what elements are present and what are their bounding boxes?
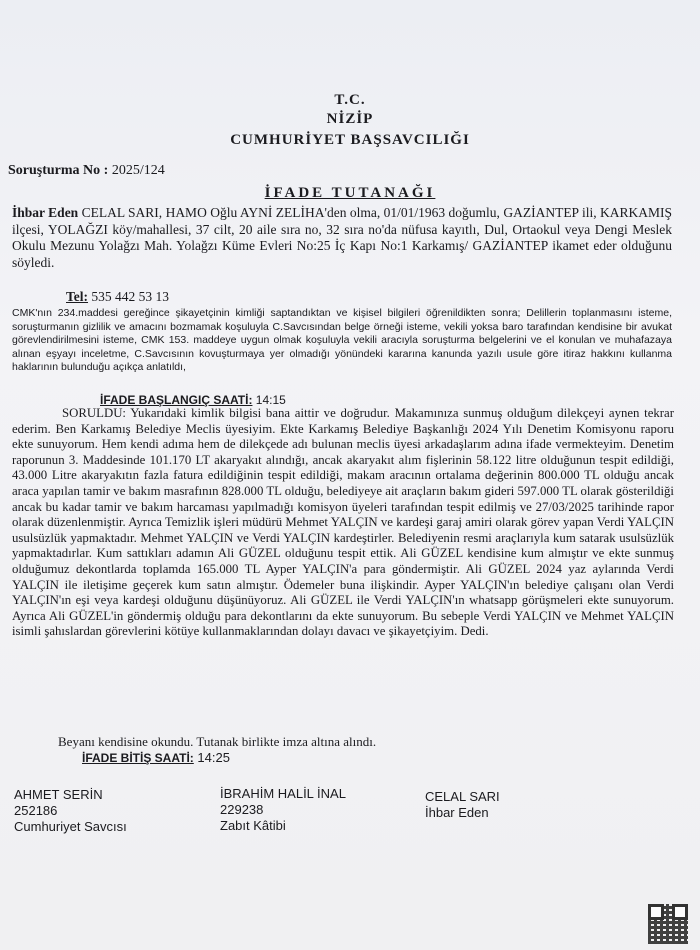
start-time — [100, 393, 286, 407]
signature-role: Cumhuriyet Savcısı — [14, 819, 127, 834]
signature-role: Zabıt Kâtibi — [220, 818, 286, 833]
investigation-number-value: 2025/124 — [111, 163, 165, 178]
header-city: NİZİP — [326, 111, 374, 127]
end-time-value: 14:25 — [197, 750, 230, 765]
end-time — [82, 750, 230, 765]
signature-clerk — [220, 786, 346, 834]
signature-role: İhbar Eden — [425, 805, 489, 820]
complainant-label: İhbar Eden — [12, 205, 79, 220]
signature-name: İBRAHİM HALİL İNAL — [220, 786, 346, 801]
statement-body — [12, 406, 674, 640]
document-title: İFADE TUTANAĞI — [264, 185, 436, 201]
signature-number: 252186 — [14, 803, 58, 818]
signature-number: 229238 — [220, 802, 264, 817]
investigation-number — [8, 163, 165, 179]
statement-text: SORULDU: Yukarıdaki kimlik bilgisi bana aittir ve doğrudur. Makamınıza sunmuş olduğum dilekçeyi aynen tekrar ederim. Ben Karkamış Belediye Meclis üyesiyim. Ekte Karkamış Belediye Başkanlığı 2024 Yılı Denetim Komisyonu raporu ekte sunuyorum. Hem kendi adıma hem de dilekçede adı bulunan meclis üyesi arkadaşlarım adına ifade vermekteyim. Denetim raporunun 3. Maddesinde 101.170 LT akaryakıt alındığı, ancak akaryakıt alım fişlerinin 58.122 litre olduğunun tespit edildiği, 43.000 Litre akaryakıtın fazla fatura edildiğinin tespit edildiği, makam aracının ortalama değerinin 800.000 TL olduğu ancak araca yapılan tamir ve bakım masrafının 828.000 TL olduğu, belediyeye ait araçların bakım gideri 597.000 TL olarak gösterildiği ancak bu kadar tamir ve bakım harcaması yapılmadığı komisyon üyeleri tarafından tespit edilmiş ve 27/03/2025 tarihinde rapor olarak düzenlenmiştir. Ayrıca Temizlik işleri müdürü Mehmet YALÇIN ve kardeşi garaj amiri olarak görev yapan Verdi YALÇIN usulsüzlük yapmaktadır. Mehmet YALÇIN ve Verdi YALÇIN kardeştirler. Belediyenin resmi araçlarıyla kum satarak usulsüzlük yapmaktadırlar. Kum sattıkları adamın Ali GÜZEL olduğunu tespit ettik. Ali GÜZEL kendisine kum almıştır ve ekte sunmuş olduğumuz dekontlarda toplamda 165.000 TL Ayper YALÇIN'a para göndermiştir. Ali GÜZEL 2024 yaz aylarında Verdi YALÇIN ile iletişime geçerek kum satın almıştır. Ödemeler buna ilişkindir. Ayper YALÇIN'ın belediye çalışanı olan Verdi YALÇIN'ın eşi veya kardeşi olduğunu düşünüyoruz. Ali GÜZEL ile Verdi YALÇIN'ın whatsapp görüşmeleri ekte sunuyorum. Ayrıca Ali GÜZEL'in göndermiş olduğu para dekontlarını da ekte sunuyorum. Bu sebeple Verdi YALÇIN ve Mehmet YALÇIN isimli şahıslardan görevlerini kötüye kullanmaklarından dolayı davacı ve şikayetçiyim. Dedi. — [12, 406, 674, 639]
phone-label: Tel: — [66, 289, 89, 304]
complainant-details: CELAL SARI, HAMO Oğlu AYNİ ZELİHA'den olma, 01/01/1963 doğumlu, GAZİANTEP ili, KARKAMIŞ ilçesi, YOLAĞZI köy/mahallesi, 37 cilt, 20 aile sıra no, 32 sıra no'da nüfusa kayıtlı, Dul, Ortaokul veya Dengi Meslek Okulu Mezunu Yolağzı Mah. Yolağzı Küme Evleri No:25 İç Kapı No:1 Karkamış/ GAZİANTEP ikamet eder olduğunu söyledi. — [12, 205, 673, 270]
signature-complainant — [425, 789, 500, 821]
signature-name: CELAL SARI — [425, 789, 500, 804]
complainant-identity — [12, 205, 672, 271]
signature-name: AHMET SERİN — [14, 787, 103, 802]
investigation-number-label: Soruşturma No : — [8, 163, 109, 178]
end-time-label: İFADE BİTİŞ SAATİ: — [82, 751, 194, 765]
header-office: CUMHURİYET BAŞSAVCILIĞI — [230, 132, 470, 148]
start-time-label: İFADE BAŞLANGIÇ SAATİ: — [100, 393, 253, 407]
signature-prosecutor — [14, 787, 127, 835]
phone-value: 535 442 53 13 — [91, 289, 170, 304]
phone-line — [66, 289, 169, 305]
rights-notice: CMK'nın 234.maddesi gereğince şikayetçinin kimliği saptandıktan ve kişisel bilgileri öğrenildikten sonra; Delillerin toplanmasını isteme, soruşturmanın gizlilik ve amacını bozmamak koşuluyla C.Savcısından belge örneği isteme, vekili yoksa baro tarafından kendisine bir avukat görevlendirilmesini isteme, CMK 153. maddeye uygun olmak koşuluyla vekili aracıyla soruşturma belgelerini ve el konulan ve muhafazaya alınan eşyayı inceletme, C.Savcısının kovuşturmaya yer olmadığı yönündeki kararına kanunda yazılı usule göre itiraz hakkını kullanma haklarının bulunduğu açıkça anlatıldı, — [12, 307, 672, 374]
closing-statement: Beyanı kendisine okundu. Tutanak birlikte imza altına alındı. — [58, 734, 377, 749]
header-tc: T.C. — [334, 92, 366, 108]
qr-code-icon — [648, 904, 688, 944]
start-time-value: 14:15 — [255, 393, 286, 407]
